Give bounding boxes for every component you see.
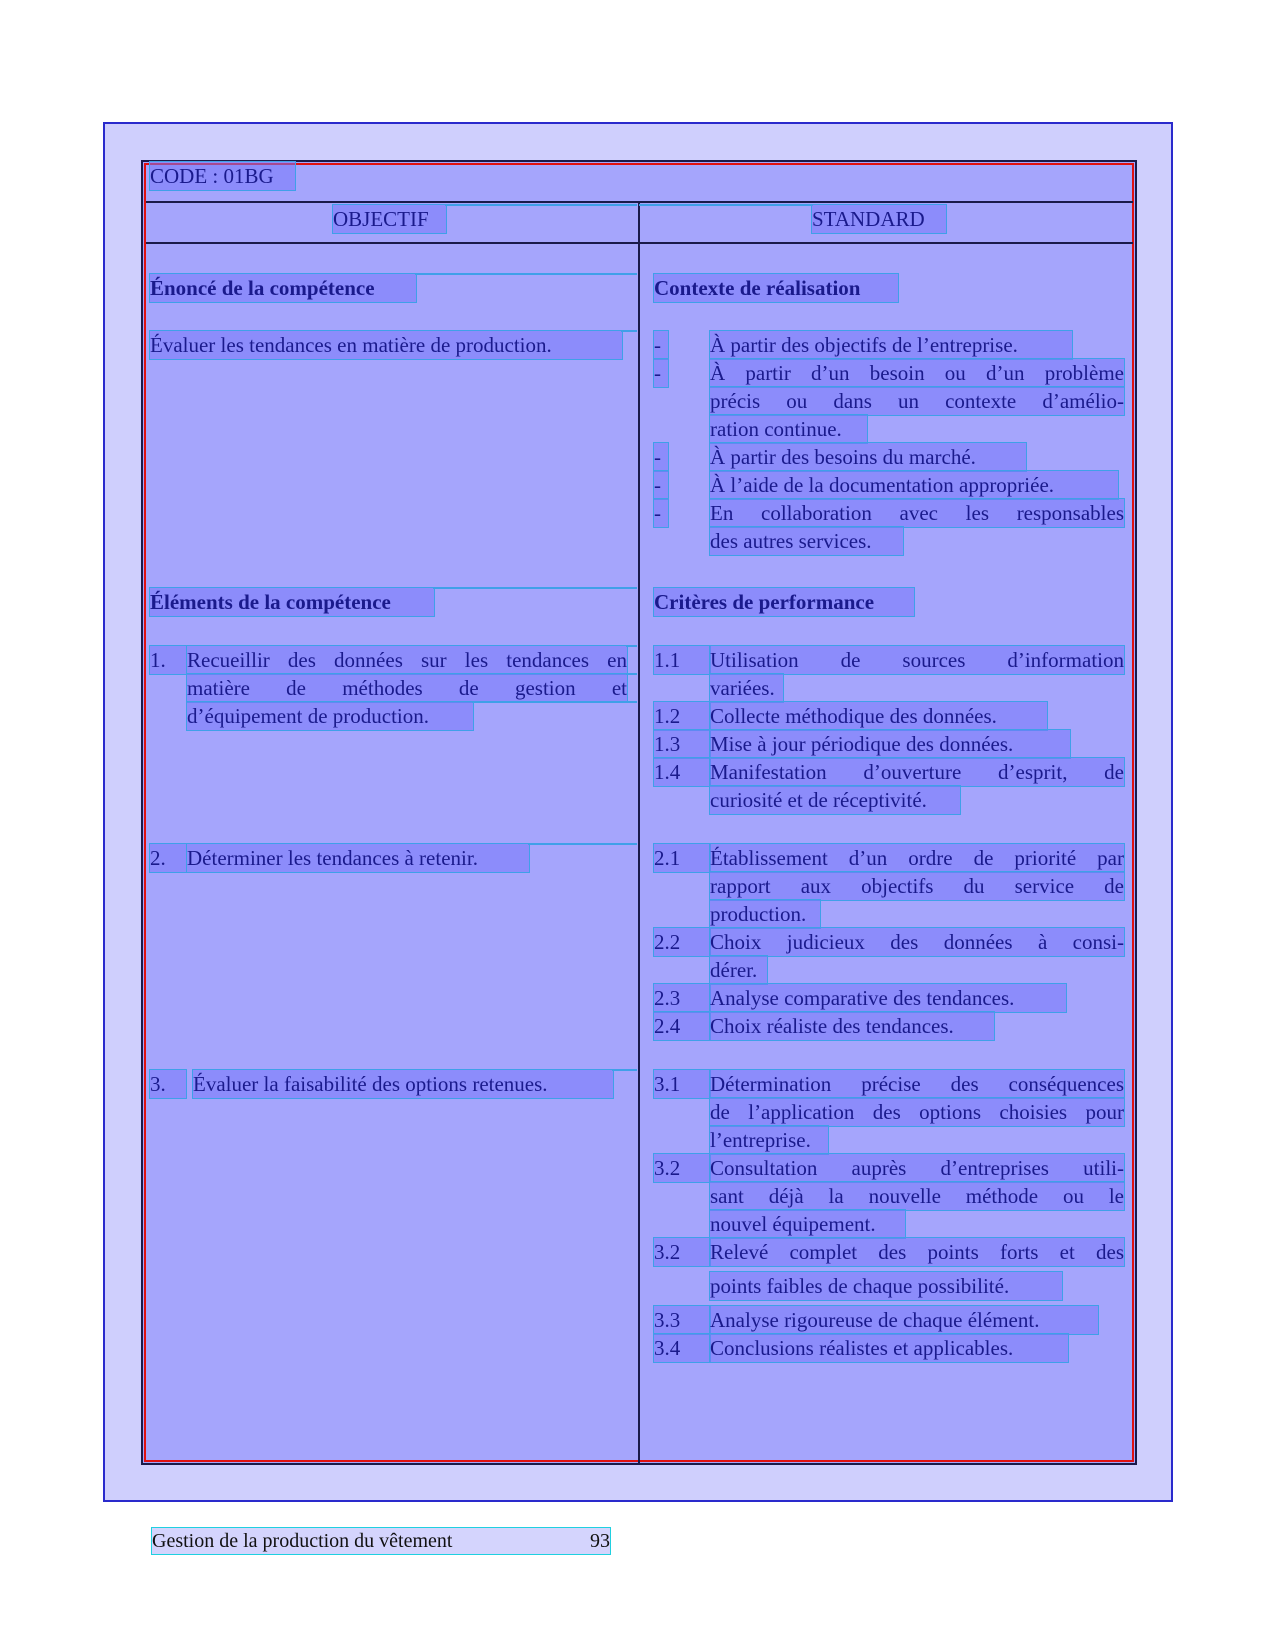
contexte-bullet: - — [654, 359, 668, 387]
criterion-3-1: l’entreprise. — [710, 1126, 828, 1154]
criteres-title: Critères de performance — [654, 588, 914, 616]
footer-title: Gestion de la production du vêtement — [152, 1530, 453, 1552]
contexte-bullet: - — [654, 443, 668, 471]
enonce-title: Énoncé de la compétence — [150, 274, 416, 302]
element-2-text: Déterminer les tendances à retenir. — [187, 844, 529, 872]
criterion-number: 2.4 — [654, 1012, 710, 1040]
element-3-text: Évaluer la faisabilité des options retenues. — [193, 1070, 613, 1098]
criterion-1-2: Collecte méthodique des données. — [710, 702, 1047, 730]
page-footer — [152, 1528, 610, 1554]
criterion-3-3: Analyse rigoureuse de chaque élément. — [710, 1306, 1098, 1334]
contexte-item-4: À l’aide de la documentation appropriée. — [710, 471, 1118, 499]
criterion-1-4: Manifestation d’ouverture d’esprit, de — [710, 760, 1124, 784]
criterion-2-1: Établissement d’un ordre de priorité par — [710, 846, 1124, 870]
criterion-3-4: Conclusions réalistes et applicables. — [710, 1334, 1068, 1362]
criterion-number: 1.4 — [654, 758, 710, 786]
code-label: CODE : 01BG — [150, 162, 295, 190]
criterion-2-1: production. — [710, 900, 820, 928]
criterion-number: 1.3 — [654, 730, 710, 758]
criterion-number: 3.2 — [654, 1238, 710, 1266]
criterion-3-2: sant déjà la nouvelle méthode ou le — [710, 1184, 1124, 1208]
criterion-3-2-bis: Relevé complet des points forts et des — [710, 1240, 1124, 1264]
criterion-1-1: Utilisation de sources d’information — [710, 648, 1124, 672]
criterion-1-1: variées. — [710, 674, 783, 702]
column-divider — [638, 203, 640, 1465]
contexte-bullet: - — [654, 471, 668, 499]
header-objectif: OBJECTIF — [333, 205, 446, 233]
criterion-number: 1.1 — [654, 646, 710, 674]
element-1-text: Recueillir des données sur les tendances en — [187, 648, 627, 672]
contexte-item-5: En collaboration avec les responsables — [710, 501, 1124, 525]
contexte-item-1: À partir des objectifs de l’entreprise. — [710, 331, 1072, 359]
contexte-item-2: ration continue. — [710, 415, 867, 443]
element-number: 3. — [150, 1070, 186, 1098]
criterion-number: 2.2 — [654, 928, 710, 956]
criterion-number: 3.1 — [654, 1070, 710, 1098]
criterion-3-2-bis: points faibles de chaque possibilité. — [710, 1272, 1062, 1300]
criterion-2-4: Choix réaliste des tendances. — [710, 1012, 994, 1040]
criterion-number: 1.2 — [654, 702, 710, 730]
criterion-1-4: curiosité et de réceptivité. — [710, 786, 960, 814]
criterion-2-2: dérer. — [710, 956, 767, 984]
criterion-number: 2.1 — [654, 844, 710, 872]
elements-title: Éléments de la compétence — [150, 588, 434, 616]
criterion-number: 3.2 — [654, 1154, 710, 1182]
criterion-2-3: Analyse comparative des tendances. — [710, 984, 1066, 1012]
page-number: 93 — [590, 1530, 610, 1552]
criterion-number: 2.3 — [654, 984, 710, 1012]
element-number: 2. — [150, 844, 186, 872]
element-1-text: matière de méthodes de gestion et — [187, 676, 627, 700]
criterion-3-2: nouvel équipement. — [710, 1210, 905, 1238]
contexte-bullet: - — [654, 331, 668, 359]
element-number: 1. — [150, 646, 186, 674]
criterion-1-3: Mise à jour périodique des données. — [710, 730, 1070, 758]
contexte-item-5: des autres services. — [710, 527, 903, 555]
criterion-3-1: de l’application des options choisies pour — [710, 1100, 1124, 1124]
criterion-3-1: Détermination précise des conséquences — [710, 1072, 1124, 1096]
criterion-number: 3.4 — [654, 1334, 710, 1362]
criterion-2-2: Choix judicieux des données à consi- — [710, 930, 1124, 954]
criterion-2-1: rapport aux objectifs du service de — [710, 874, 1124, 898]
contexte-title: Contexte de réalisation — [654, 274, 898, 302]
criterion-number: 3.3 — [654, 1306, 710, 1334]
enonce-text: Évaluer les tendances en matière de production. — [150, 331, 622, 359]
criterion-3-2: Consultation auprès d’entreprises utili- — [710, 1156, 1124, 1180]
contexte-item-2: précis ou dans un contexte d’amélio- — [710, 389, 1124, 413]
contexte-bullet: - — [654, 499, 668, 527]
contexte-item-3: À partir des besoins du marché. — [710, 443, 1026, 471]
header-standard: STANDARD — [812, 205, 946, 233]
element-1-text: d’équipement de production. — [187, 702, 473, 730]
contexte-item-2: À partir d’un besoin ou d’un problème — [710, 361, 1124, 385]
